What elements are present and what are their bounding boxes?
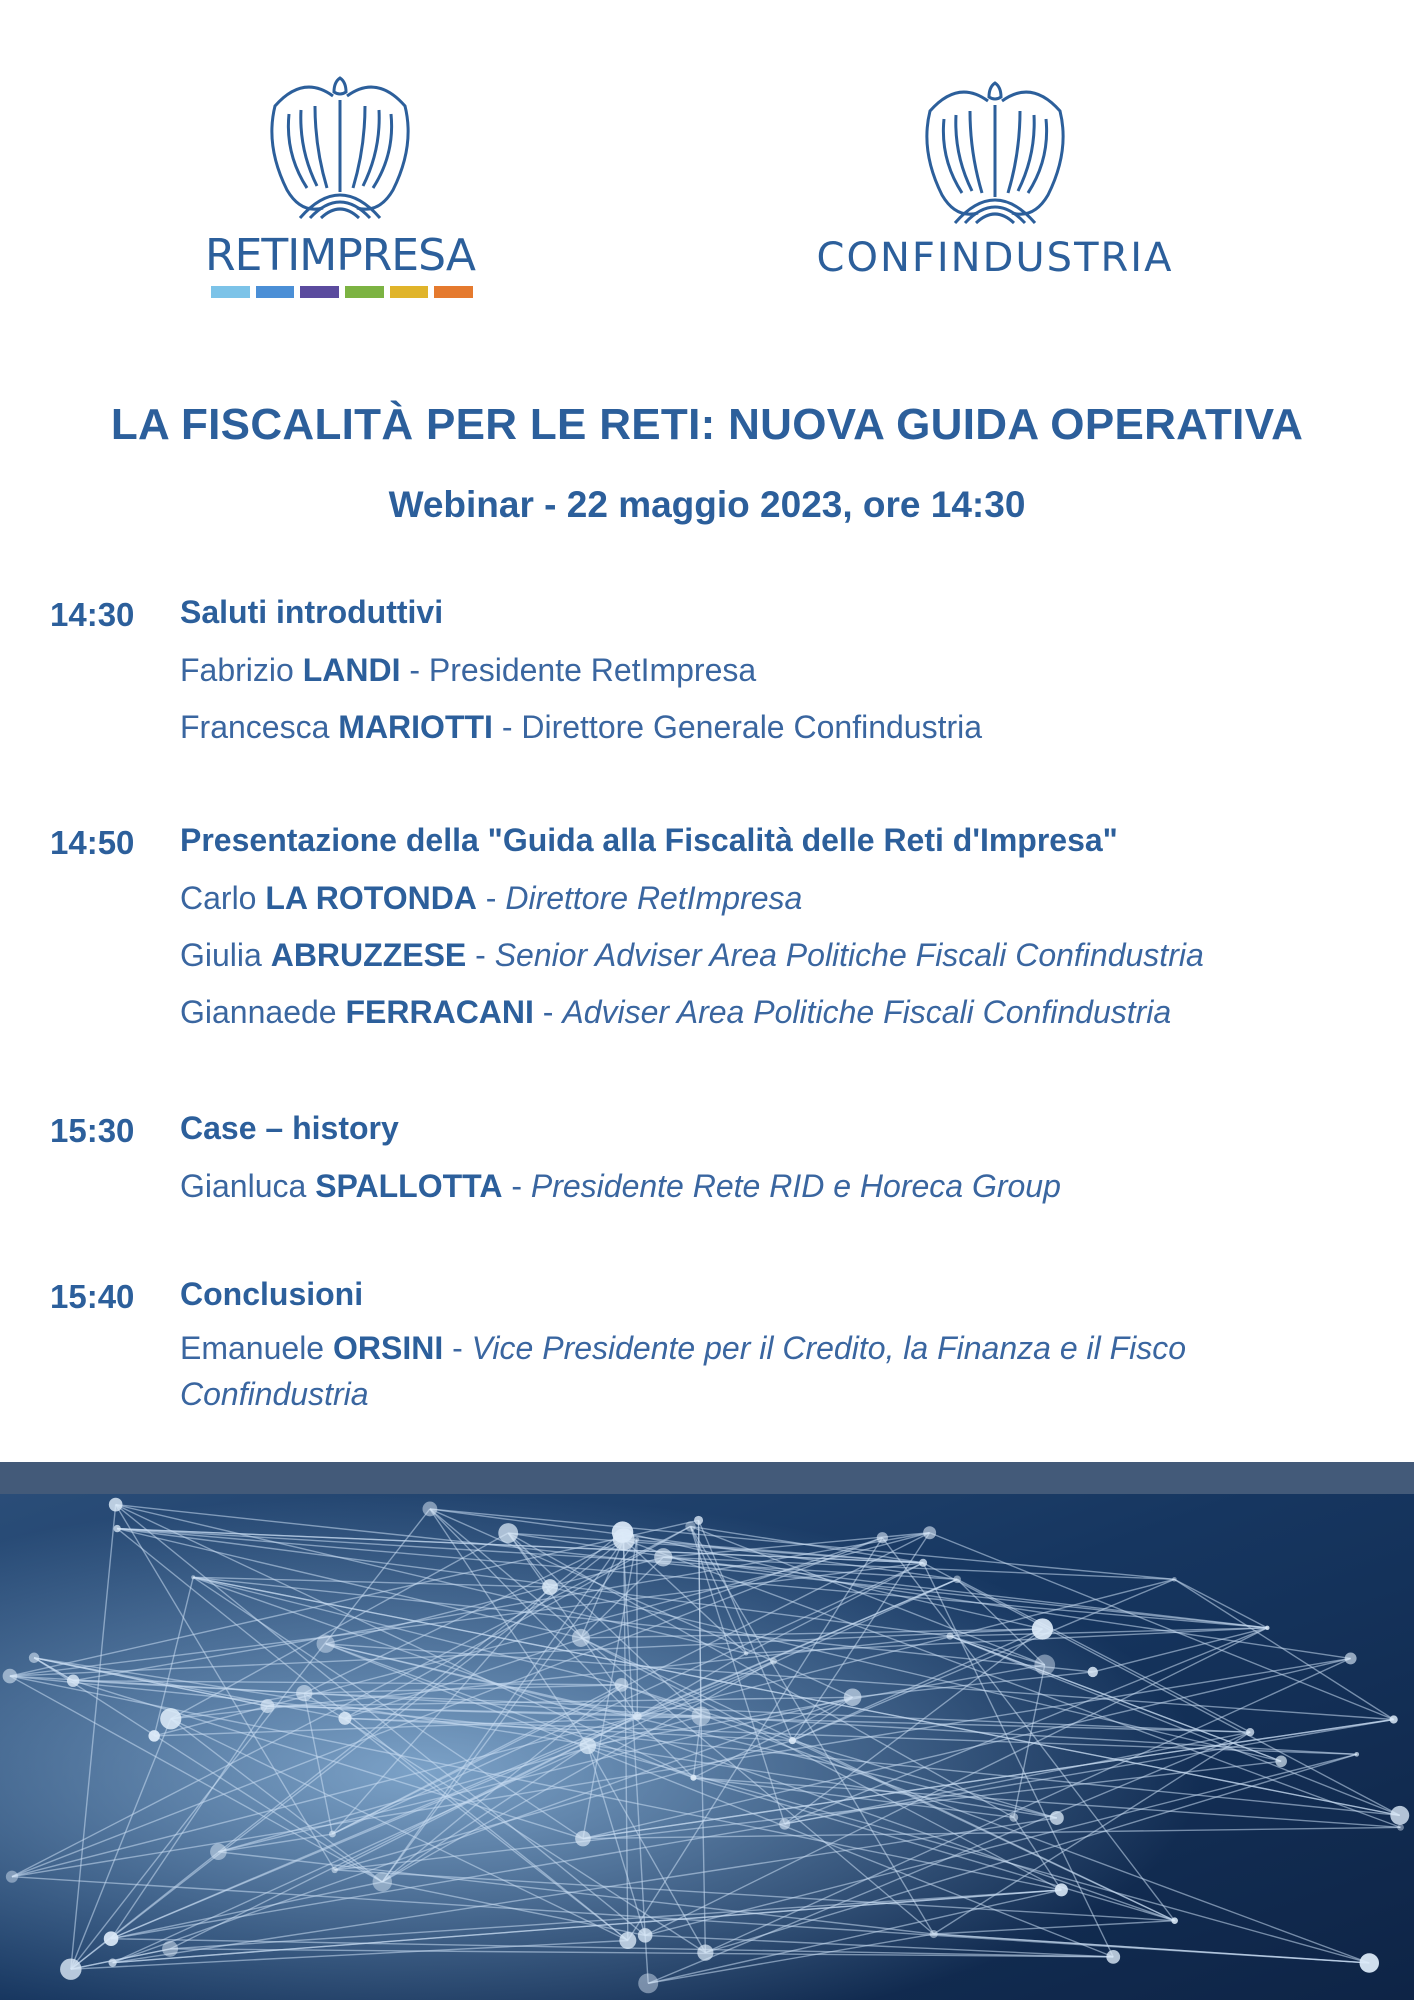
network-node (877, 1532, 888, 1543)
footer-band (0, 1462, 1414, 1494)
network-node (685, 1521, 695, 1531)
confindustria-logo-text: CONFINDUSTRIA (816, 235, 1174, 281)
speaker-first-name: Gianluca (180, 1168, 307, 1204)
network-node (1050, 1811, 1064, 1825)
slot-time: 14:30 (50, 596, 135, 633)
network-node (575, 1831, 591, 1847)
network-node (844, 1688, 862, 1706)
speaker-separator: - (400, 652, 429, 688)
speaker-surname: LANDI (302, 652, 401, 688)
color-bar (390, 286, 429, 298)
network-node (1171, 1917, 1178, 1924)
network-node (114, 1525, 121, 1532)
network-node (1345, 1652, 1357, 1664)
network-node (789, 1737, 796, 1744)
network-node (423, 1502, 438, 1517)
speaker-role: Senior Adviser Area Politiche Fiscali Confindustria (494, 937, 1204, 973)
speaker-line (180, 647, 1240, 693)
network-node (930, 1930, 938, 1938)
network-node (1009, 1813, 1018, 1822)
network-node (744, 1651, 748, 1655)
network-node (1106, 1950, 1120, 1964)
speaker-surname: ORSINI (332, 1330, 444, 1366)
network-node (615, 1678, 629, 1692)
speaker-role: Direttore RetImpresa (505, 880, 803, 916)
network-node (1032, 1618, 1053, 1639)
speaker-role: Direttore Generale Confindustria (521, 709, 983, 745)
network-node (60, 1958, 81, 1979)
network-node (694, 1516, 703, 1525)
speaker-surname: SPALLOTTA (315, 1168, 503, 1204)
network-node (338, 1712, 351, 1725)
speaker-surname: LA ROTONDA (265, 880, 477, 916)
network-node (3, 1669, 18, 1684)
network-node (108, 1959, 116, 1967)
page-title: LA FISCALITÀ PER LE RETI: NUOVA GUIDA OPERATIVA (110, 400, 1304, 449)
confindustria-logo (790, 75, 1200, 295)
color-bar (345, 286, 384, 298)
network-node (633, 1712, 642, 1721)
network-node (210, 1843, 227, 1860)
network-node (619, 1932, 636, 1949)
speaker-surname: FERRACANI (345, 994, 534, 1030)
network-node (1390, 1715, 1398, 1723)
retimpresa-logo (205, 70, 475, 305)
retimpresa-color-bars (211, 286, 473, 298)
color-bar (300, 286, 339, 298)
network-node (332, 1867, 338, 1873)
network-node (690, 1775, 696, 1781)
slot-title: Conclusioni (180, 1276, 364, 1312)
network-node (612, 1521, 634, 1543)
network-node (697, 1945, 713, 1961)
network-node (579, 1737, 596, 1754)
speaker-line (180, 875, 1240, 921)
slot-title: Saluti introduttivi (180, 594, 444, 630)
network-node (1172, 1577, 1177, 1582)
network-node (191, 1575, 195, 1579)
network-node (6, 1871, 18, 1883)
speaker-role: Presidente Rete RID e Horeca Group (530, 1168, 1061, 1204)
speaker-line (180, 1163, 1240, 1209)
network-node (317, 1635, 335, 1653)
network-node (1265, 1626, 1269, 1630)
webinar-date: Webinar - 22 maggio 2023, ore 14:30 (388, 484, 1026, 525)
speaker-separator: - (502, 1168, 531, 1204)
slot-title: Case – history (180, 1110, 399, 1146)
network-node (953, 1576, 961, 1584)
network-node (148, 1730, 159, 1741)
network-node (373, 1872, 392, 1891)
network-node (67, 1675, 79, 1687)
speaker-first-name: Carlo (180, 880, 257, 916)
network-node (1034, 1655, 1055, 1676)
speaker-separator: - (443, 1330, 472, 1366)
network-node (542, 1579, 558, 1595)
network-node (634, 1537, 639, 1542)
network-node (109, 1498, 123, 1512)
network-node (691, 1707, 710, 1726)
network-node (919, 1559, 927, 1567)
network-node (770, 1658, 777, 1665)
speaker-surname: ABRUZZESE (270, 937, 467, 973)
slot-time: 15:30 (50, 1112, 135, 1149)
network-node (654, 1548, 672, 1566)
network-node (779, 1819, 790, 1830)
speaker-separator: - (492, 709, 522, 745)
speaker-separator: - (476, 880, 506, 916)
network-node (1246, 1728, 1254, 1736)
network-node (1360, 1953, 1379, 1972)
network-node (104, 1931, 119, 1946)
retimpresa-logo-text: RETIMPRESA (205, 230, 475, 281)
speaker-role: Presidente RetImpresa (428, 652, 757, 688)
network-background-image (0, 1494, 1414, 2000)
color-bar (256, 286, 295, 298)
speaker-first-name: Francesca (180, 709, 330, 745)
speaker-line (180, 989, 1240, 1035)
network-node (260, 1699, 274, 1713)
network-node (160, 1708, 181, 1729)
speaker-separator: - (466, 937, 495, 973)
network-node (1390, 1806, 1409, 1825)
network-node (638, 1973, 658, 1993)
network-node (1088, 1667, 1098, 1677)
speaker-first-name: Giannaede (180, 994, 337, 1030)
speaker-line (180, 704, 1240, 750)
slot-title: Presentazione della "Guida alla Fiscalità delle Reti d'Impresa" (180, 822, 1118, 858)
speaker-role: Vice Presidente per il Credito, la Finanza e il Fisco Confindustria (180, 1330, 1187, 1412)
speaker-role: Adviser Area Politiche Fiscali Confindustria (562, 994, 1172, 1030)
color-bar (434, 286, 473, 298)
network-node (498, 1523, 518, 1543)
network-node (296, 1685, 312, 1701)
slot-time: 14:50 (50, 824, 135, 861)
network-node (923, 1526, 936, 1539)
network-node (1275, 1755, 1287, 1767)
speaker-line (180, 932, 1240, 978)
network-node (1397, 1824, 1404, 1831)
network-node (638, 1928, 653, 1943)
network-node (329, 1831, 336, 1838)
network-node (162, 1941, 178, 1957)
speaker-line (180, 1325, 1240, 1417)
speaker-first-name: Emanuele (180, 1330, 325, 1366)
speaker-first-name: Fabrizio (180, 652, 294, 688)
network-node (572, 1629, 590, 1647)
network-node (29, 1653, 39, 1663)
network-node (1354, 1752, 1359, 1757)
network-node (1055, 1883, 1068, 1896)
speaker-surname: MARIOTTI (338, 709, 493, 745)
speaker-separator: - (533, 994, 563, 1030)
slot-time: 15:40 (50, 1278, 135, 1315)
speaker-first-name: Giulia (180, 937, 262, 973)
network-node (946, 1633, 953, 1640)
color-bar (211, 286, 250, 298)
